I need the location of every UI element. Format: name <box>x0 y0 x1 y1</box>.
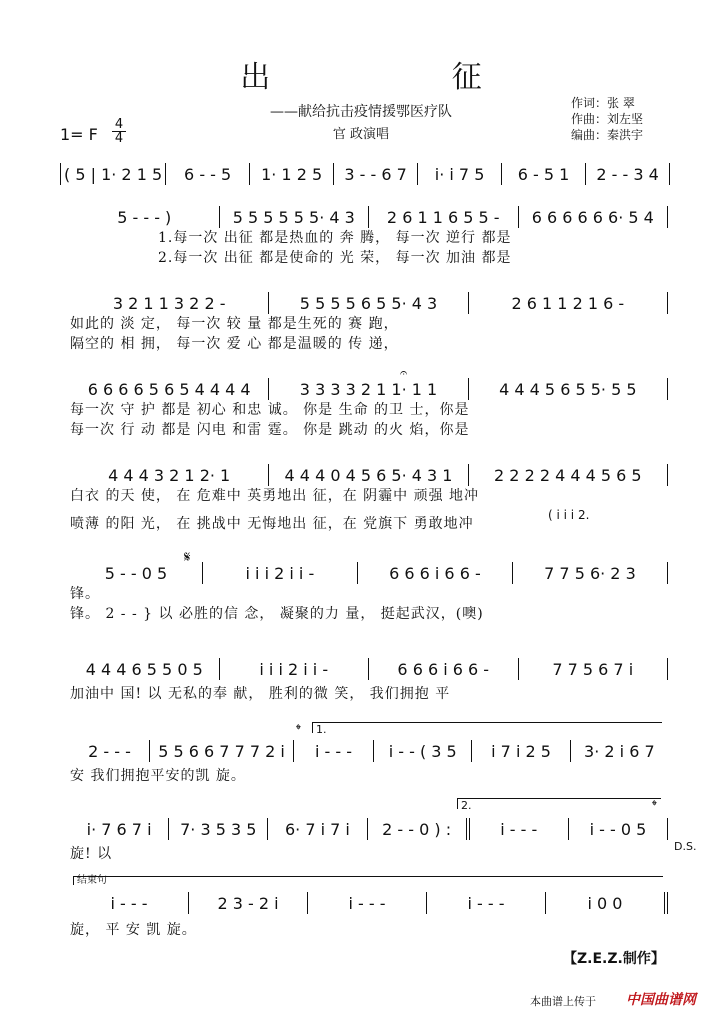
measure: 3 2 1 1 3 2 2 - <box>70 292 269 314</box>
measure: 2 - - 3 4 <box>586 163 670 185</box>
site-logo[interactable]: 中国曲谱网 <box>626 992 696 1008</box>
coda-mark: 𝄌 <box>296 722 301 738</box>
lyric-line: 锋。 <box>70 586 100 602</box>
time-signature <box>112 118 126 145</box>
measure: i i i 2 i i - <box>203 562 358 584</box>
lyric-line: 锋。 2 - - } 以 必胜的信 念， 凝聚的力 量， 挺起武汉，(噢) <box>70 606 484 622</box>
measure: 2 6 1 1 2 1 6 - <box>469 292 668 314</box>
time-signature-bottom: 4 <box>112 131 126 145</box>
lyricist-credit: 作词：张 翠 <box>571 96 635 110</box>
score-row-8 <box>70 740 668 786</box>
measure: 5 - - 0 5 <box>70 562 203 584</box>
dal-segno-mark: D.S. <box>674 840 697 853</box>
fermata-mark: 𝄐 <box>400 366 408 381</box>
measure: 6 6 6 6 6 6· 5 4 <box>519 206 669 228</box>
alternate-notes: ( i i i 2. <box>548 508 590 522</box>
lyric-line: 2.每一次 出征 都是使命的 光 荣， 每一次 加油 都是 <box>158 250 512 266</box>
measure: 3 - - 6 7 <box>334 163 418 185</box>
measure: 2 - - - <box>70 740 150 762</box>
song-subtitle: ——献给抗击疫情援鄂医疗队 <box>270 104 452 120</box>
lyric-line: 白衣 的天 使， 在 危难中 英勇地出 征，在 阴霾中 顽强 地冲 <box>70 488 480 504</box>
measure: 6 6 6 i 6 6 - <box>358 562 513 584</box>
measure: i - - - <box>470 818 569 840</box>
lyric-line: 旋! 以 <box>70 846 113 862</box>
measure: 7 7 5 6· 2 3 <box>513 562 668 584</box>
volta-2-bracket: 2. <box>457 798 661 809</box>
score-row-3 <box>70 292 668 354</box>
measure: 1· 1 2 5 <box>250 163 334 185</box>
measure: i - - 0 5 <box>569 818 668 840</box>
measure: 5 5 6 6 7 7 7 2 i <box>150 740 294 762</box>
measure: 4 4 4 0 4 5 6 5· 4 3 1 <box>269 464 468 486</box>
song-title: 出 征 <box>240 60 568 95</box>
author-credits <box>571 95 643 143</box>
lyric-line: 每一次 行 动 都是 闪电 和雷 霆。 你是 跳动 的火 焰，你是 <box>70 422 470 438</box>
measure: 7· 3 5 3 5 <box>169 818 268 840</box>
measure: i - - - <box>294 740 374 762</box>
score-row-1 <box>62 163 670 185</box>
measure: i· 7 6 7 i <box>70 818 169 840</box>
measure: 6· 7 i 7 i <box>268 818 367 840</box>
measure: 6 - 5 1 <box>502 163 586 185</box>
key-signature: 1= F <box>60 125 98 144</box>
composer-credit: 作曲：刘左坚 <box>571 112 644 126</box>
measure: 2 2 2 2 4 4 4 5 6 5 <box>469 464 668 486</box>
measure: 6 - - 5 <box>166 163 250 185</box>
measure: 4 4 4 5 6 5 5· 5 5 <box>469 378 668 400</box>
measure: i 0 0 <box>546 892 668 914</box>
measure: 5 - - - ) <box>70 206 220 228</box>
upload-notice: 本曲谱上传于 <box>530 995 596 1008</box>
time-signature-top: 4 <box>114 117 124 132</box>
measure: 2 - - 0 ) : <box>368 818 470 840</box>
score-row-6 <box>70 562 668 624</box>
measure: 4 4 4 6 5 5 0 5 <box>70 658 220 680</box>
measure: 6 6 6 i 6 6 - <box>369 658 519 680</box>
measure: 2 3 - 2 i <box>189 892 308 914</box>
segno-mark: 𝄋 <box>184 548 191 566</box>
measure: i - - - <box>308 892 427 914</box>
score-row-10 <box>70 892 668 940</box>
lyric-line: 旋， 平 安 凯 旋。 <box>70 922 197 938</box>
measure: i - - - <box>70 892 189 914</box>
measure: i 7 i 2 5 <box>472 740 570 762</box>
measure: i i i 2 i i - <box>220 658 370 680</box>
score-row-2 <box>70 206 668 268</box>
singer-credit: 官 政演唱 <box>332 127 390 142</box>
lyric-line: 1.每一次 出征 都是热血的 奔 腾， 每一次 逆行 都是 <box>158 230 512 246</box>
measure: 3· 2 i 6 7 <box>584 741 655 761</box>
measure: 5 5 5 5 6 5 5· 4 3 <box>269 292 468 314</box>
measure: ( 5 | 1· 2 1 5 <box>61 163 166 185</box>
lyric-line: 隔空的 相 拥， 每一次 爱 心 都是温暖的 传 递， <box>70 336 399 352</box>
score-row-4 <box>70 378 668 440</box>
measure: i - - - <box>427 892 546 914</box>
measure: 6 6 6 6 5 6 5 4 4 4 4 <box>70 378 269 400</box>
coda-mark-end: 𝄌 <box>652 798 657 814</box>
lyric-line: 喷薄 的阳 光， 在 挑战中 无悔地出 征，在 党旗下 勇敢地冲 <box>70 516 474 532</box>
measure: 5 5 5 5 5 5· 4 3 <box>220 206 370 228</box>
lyric-line: 加油中 国! 以 无私的奉 献， 胜利的微 笑， 我们拥抱 平 <box>70 686 451 702</box>
measure: 4 4 4 3 2 1 2· 1 <box>70 464 269 486</box>
score-row-5 <box>70 464 668 534</box>
volta-1-bracket: 1. <box>312 722 662 733</box>
measure: i· i 7 5 <box>418 163 502 185</box>
maker-credit: 【Z.E.Z.制作】 <box>563 951 665 967</box>
measure: 3 3 3 3 2 1 1· 1 1 <box>269 378 468 400</box>
ending-section-bracket: 结束句 <box>73 876 663 885</box>
measure: 2 6 1 1 6 5 5 - <box>369 206 519 228</box>
lyric-line: 每一次 守 护 都是 初心 和忠 诚。 你是 生命 的卫 士，你是 <box>70 402 470 418</box>
measure: i - - ( 3 5 <box>374 740 472 762</box>
arranger-credit: 编曲：秦洪宇 <box>571 128 644 142</box>
score-row-7 <box>70 658 668 704</box>
score-row-9 <box>70 818 668 864</box>
measure: 7 7 5 6 7 i <box>519 658 669 680</box>
lyric-line: 如此的 淡 定， 每一次 较 量 都是生死的 赛 跑， <box>70 316 399 332</box>
lyric-line: 安 我们拥抱平安的凯 旋。 <box>70 768 246 784</box>
